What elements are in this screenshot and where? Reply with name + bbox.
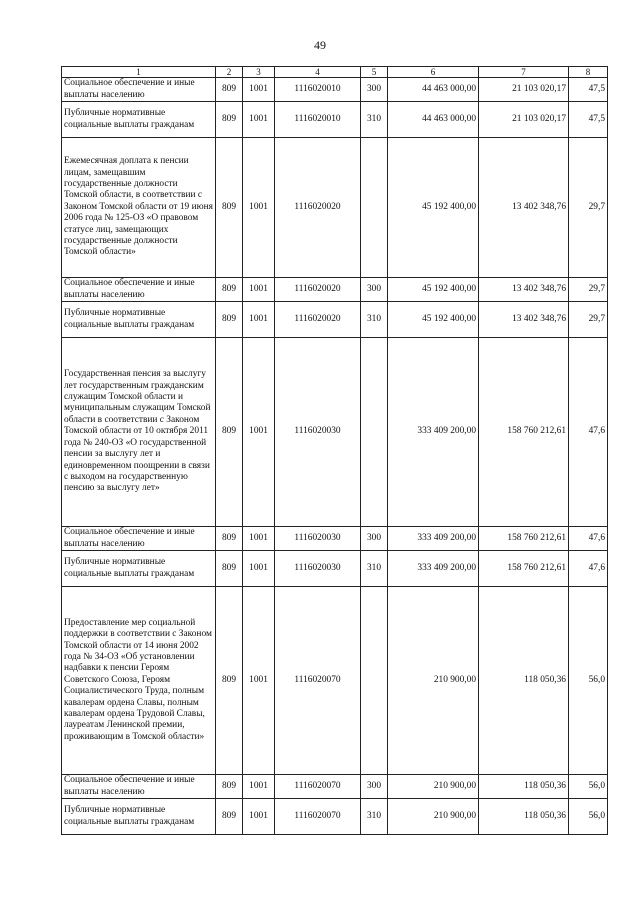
cell-section-code: 1001	[243, 799, 275, 835]
cell-ministry-code: 809	[216, 102, 243, 138]
budget-table	[61, 66, 608, 835]
table-row	[62, 302, 608, 338]
cell-ministry-code: 809	[216, 587, 243, 775]
cell-expense-type: 310	[361, 302, 388, 338]
cell-executed: 13 402 348,76	[479, 278, 569, 302]
cell-ministry-code: 809	[216, 302, 243, 338]
cell-expense-type: 300	[361, 775, 388, 799]
column-header: 6	[388, 67, 479, 78]
cell-target-article: 1116020030	[275, 338, 361, 527]
cell-ministry-code: 809	[216, 338, 243, 527]
column-header: 2	[216, 67, 243, 78]
cell-percent: 47,6	[569, 551, 608, 587]
cell-expense-type: 310	[361, 551, 388, 587]
table-row	[62, 775, 608, 799]
cell-section-code: 1001	[243, 78, 275, 102]
cell-section-code: 1001	[243, 302, 275, 338]
table-row	[62, 102, 608, 138]
table-row	[62, 527, 608, 551]
cell-target-article: 1116020030	[275, 527, 361, 551]
cell-executed: 118 050,36	[479, 775, 569, 799]
header-row	[62, 67, 608, 78]
cell-target-article: 1116020020	[275, 138, 361, 278]
cell-target-article: 1116020010	[275, 78, 361, 102]
row-name: Социальное обеспечение и иные выплаты населению	[62, 278, 216, 302]
column-header: 3	[243, 67, 275, 78]
cell-ministry-code: 809	[216, 78, 243, 102]
cell-target-article: 1116020020	[275, 302, 361, 338]
cell-section-code: 1001	[243, 278, 275, 302]
column-header: 4	[275, 67, 361, 78]
cell-section-code: 1001	[243, 551, 275, 587]
cell-percent: 47,6	[569, 527, 608, 551]
cell-expense-type: 300	[361, 78, 388, 102]
cell-percent: 29,7	[569, 278, 608, 302]
cell-plan: 333 409 200,00	[388, 551, 479, 587]
cell-plan: 45 192 400,00	[388, 302, 479, 338]
cell-plan: 45 192 400,00	[388, 138, 479, 278]
cell-executed: 118 050,36	[479, 587, 569, 775]
cell-target-article: 1116020070	[275, 587, 361, 775]
cell-plan: 45 192 400,00	[388, 278, 479, 302]
cell-expense-type: 310	[361, 799, 388, 835]
row-name: Предоставление мер социальной поддержки в соответствии с Законом Томской области от 14 июня 2002 года № 34-ОЗ «Об установлении надбавки к пенсии Героям Советского Союза, Героям Социалистического Труда, полным кавалерам ордена Славы, полным кавалерам ордена Трудовой Славы, лауреатам Ленинской премии, проживающим в Томской области»	[62, 587, 216, 775]
cell-target-article: 1116020030	[275, 551, 361, 587]
cell-plan: 210 900,00	[388, 775, 479, 799]
column-header: 1	[62, 67, 216, 78]
cell-ministry-code: 809	[216, 799, 243, 835]
row-name: Социальное обеспечение и иные выплаты населению	[62, 527, 216, 551]
cell-executed: 13 402 348,76	[479, 302, 569, 338]
cell-expense-type: 310	[361, 102, 388, 138]
cell-expense-type	[361, 338, 388, 527]
row-name: Публичные нормативные социальные выплаты гражданам	[62, 551, 216, 587]
cell-target-article: 1116020010	[275, 102, 361, 138]
table-row	[62, 278, 608, 302]
cell-target-article: 1116020020	[275, 278, 361, 302]
row-name: Ежемесячная доплата к пенсии лицам, замещавшим государственные должности Томской области, в соответствии с Законом Томской области от 19 июня 2006 года № 125-ОЗ «О правовом статусе лиц, замещающих государственные должности Томской области»	[62, 138, 216, 278]
cell-section-code: 1001	[243, 102, 275, 138]
cell-section-code: 1001	[243, 527, 275, 551]
cell-plan: 210 900,00	[388, 799, 479, 835]
table-row	[62, 799, 608, 835]
cell-plan: 333 409 200,00	[388, 338, 479, 527]
row-name: Государственная пенсия за выслугу лет государственным гражданским служащим Томской области и муниципальным служащим Томской области в соответствии с Законом Томской области от 10 октября 2011 года № 240-ОЗ «О государственной пенсии за выслугу лет и единовременном поощрении в связи с выходом на государственную пенсию за выслугу лет»	[62, 338, 216, 527]
cell-executed: 21 103 020,17	[479, 78, 569, 102]
cell-percent: 29,7	[569, 138, 608, 278]
cell-ministry-code: 809	[216, 138, 243, 278]
cell-executed: 158 760 212,61	[479, 338, 569, 527]
column-header: 5	[361, 67, 388, 78]
cell-percent: 47,6	[569, 338, 608, 527]
table-row	[62, 587, 608, 775]
row-name: Публичные нормативные социальные выплаты гражданам	[62, 799, 216, 835]
table-row	[62, 78, 608, 102]
cell-ministry-code: 809	[216, 527, 243, 551]
cell-plan: 44 463 000,00	[388, 78, 479, 102]
cell-percent: 56,0	[569, 587, 608, 775]
cell-ministry-code: 809	[216, 278, 243, 302]
cell-section-code: 1001	[243, 338, 275, 527]
cell-percent: 56,0	[569, 775, 608, 799]
cell-plan: 210 900,00	[388, 587, 479, 775]
cell-percent: 56,0	[569, 799, 608, 835]
cell-percent: 29,7	[569, 302, 608, 338]
row-name: Социальное обеспечение и иные выплаты населению	[62, 775, 216, 799]
cell-percent: 47,5	[569, 78, 608, 102]
cell-section-code: 1001	[243, 138, 275, 278]
page-number: 49	[314, 38, 326, 52]
cell-executed: 158 760 212,61	[479, 551, 569, 587]
cell-executed: 158 760 212,61	[479, 527, 569, 551]
cell-section-code: 1001	[243, 587, 275, 775]
table-row	[62, 551, 608, 587]
cell-executed: 118 050,36	[479, 799, 569, 835]
cell-expense-type: 300	[361, 527, 388, 551]
cell-expense-type	[361, 138, 388, 278]
row-name: Публичные нормативные социальные выплаты гражданам	[62, 102, 216, 138]
cell-percent: 47,5	[569, 102, 608, 138]
column-header: 7	[479, 67, 569, 78]
cell-executed: 21 103 020,17	[479, 102, 569, 138]
cell-ministry-code: 809	[216, 775, 243, 799]
cell-plan: 333 409 200,00	[388, 527, 479, 551]
cell-expense-type	[361, 587, 388, 775]
cell-ministry-code: 809	[216, 551, 243, 587]
table-row	[62, 338, 608, 527]
row-name: Социальное обеспечение и иные выплаты населению	[62, 78, 216, 102]
cell-section-code: 1001	[243, 775, 275, 799]
cell-executed: 13 402 348,76	[479, 138, 569, 278]
row-name: Публичные нормативные социальные выплаты гражданам	[62, 302, 216, 338]
cell-plan: 44 463 000,00	[388, 102, 479, 138]
table-row	[62, 138, 608, 278]
cell-expense-type: 300	[361, 278, 388, 302]
cell-target-article: 1116020070	[275, 775, 361, 799]
cell-target-article: 1116020070	[275, 799, 361, 835]
column-header: 8	[569, 67, 608, 78]
